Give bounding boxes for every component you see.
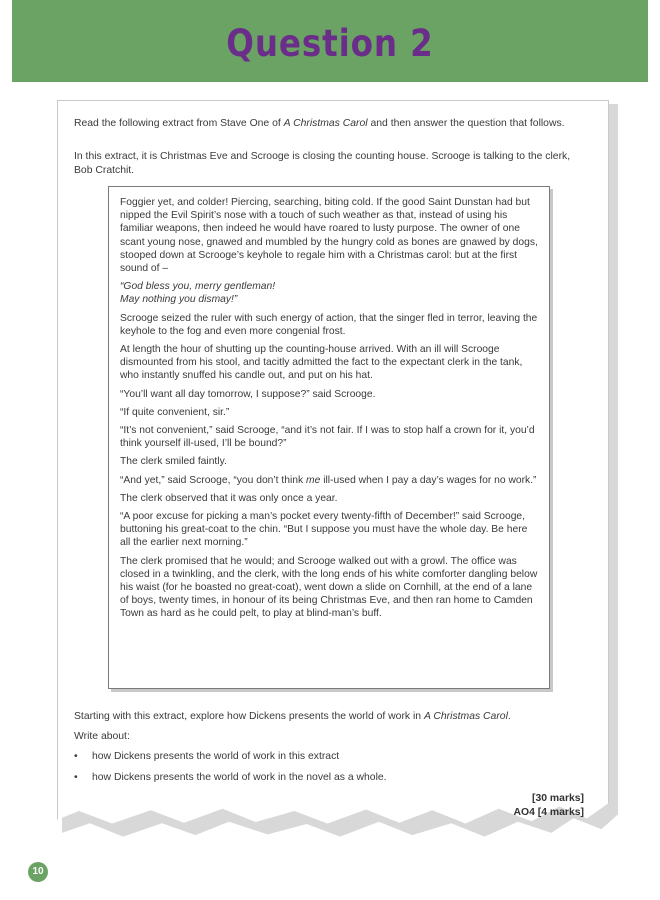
extract-paragraph: “A poor excuse for picking a man’s pocket every twenty-fifth of December!” said Scrooge, buttoning his great-coat to the chin. “But I suppose you must have the whole day. Be here all the earlier next morning.” xyxy=(120,511,528,549)
extract-paragraph: “You’ll want all day tomorrow, I suppose?” said Scrooge. xyxy=(120,388,376,400)
extract-paragraph: “And yet,” said Scrooge, “you don’t think me ill-used when I pay a day’s wages for no work.” xyxy=(120,474,537,486)
task-prompt: Starting with this extract, explore how Dickens presents the world of work in A Christmas Carol. xyxy=(74,711,511,722)
extract-paragraph: At length the hour of shutting up the counting-house arrived. With an ill will Scrooge dismounted from his stool, and tacitly admitted the fact to the expectant clerk in the tank, who instantly snuffed his candle out, and put on his hat. xyxy=(120,344,523,382)
extract-text xyxy=(120,196,540,626)
intro-context: In this extract, it is Christmas Eve and Scrooge is closing the counting house. Scrooge is talking to the clerk, Bob Cratchit. xyxy=(74,151,571,176)
extract-paragraph: Foggier yet, and colder! Piercing, searching, biting cold. If the good Saint Dunstan had but nipped the Evil Spirit’s nose with a touch of such weather as that, instead of using his familiar weapons, then indeed he would have roared to lusty purpose. The owner of one scant young nose, gnawed and mumbled by the hungry cold as bones are gnawed by dogs, stooped down at Scrooge’s keyhole to regale him with a Christmas carol: but at the first sound of – xyxy=(120,197,538,275)
book-title: A Christmas Carol xyxy=(283,118,368,129)
extract-paragraph: The clerk smiled faintly. xyxy=(120,456,227,468)
page-title: Question 2 xyxy=(226,22,434,65)
extract-paragraph: “It’s not convenient,” said Scrooge, “and it’s not fair. If I was to stop half a crown for it, you’d think yourself ill-used, I’ll be bound?” xyxy=(120,425,535,450)
marks-total: [30 marks] xyxy=(532,793,584,804)
bullet-icon: • xyxy=(74,751,78,762)
extract-paragraph: “If quite convenient, sir.” xyxy=(120,406,230,418)
bullet-icon: • xyxy=(74,772,78,783)
intro-instruction: Read the following extract from Stave One of A Christmas Carol and then answer the question that follows. xyxy=(74,118,565,129)
extract-paragraph: The clerk promised that he would; and Scrooge walked out with a growl. The office was closed in a twinkling, and the clerk, with the long ends of his white comforter dangling below his waist (for he boasted no great-coat), went down a slide on Cornhill, at the end of a lane of boys, twenty times, in honour of its being Christmas Eve, and then ran home to Camden Town as hard as he could pelt, to play at blind-man’s buff. xyxy=(120,555,538,620)
extract-paragraph: The clerk observed that it was only once a year. xyxy=(120,492,338,504)
page-number-badge: 10 xyxy=(28,862,48,882)
write-about-label: Write about: xyxy=(74,731,130,742)
extract-song: “God bless you, merry gentleman! May nothing you dismay!” xyxy=(120,281,276,306)
marks-ao4: AO4 [4 marks] xyxy=(513,807,584,818)
extract-paragraph: Scrooge seized the ruler with such energy of action, that the singer fled in terror, leaving the keyhole to the fog and even more congenial frost. xyxy=(120,312,538,337)
